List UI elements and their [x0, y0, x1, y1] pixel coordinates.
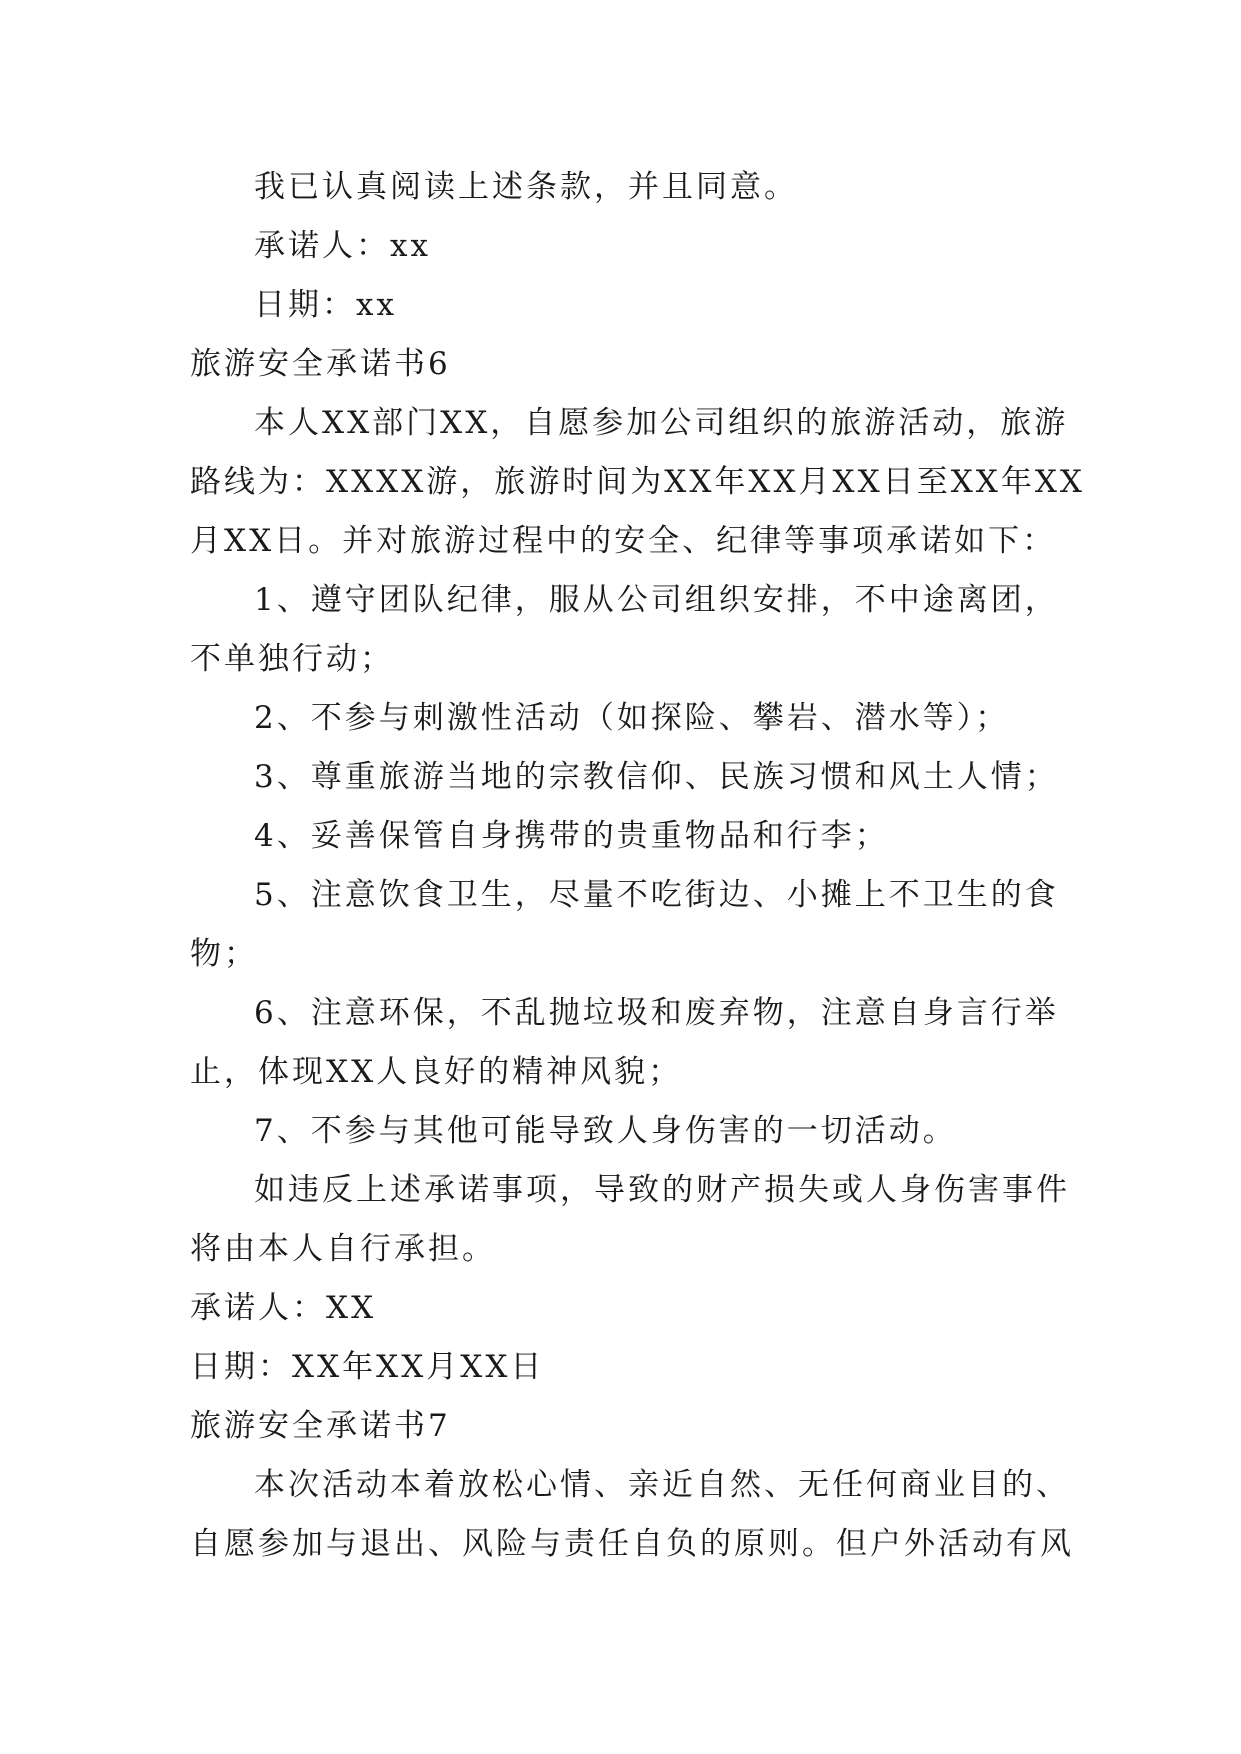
text-line: 路线为：XXXX游，旅游时间为XX年XX月XX日至XX年XX — [190, 464, 1085, 500]
text-line: 本次活动本着放松心情、亲近自然、无任何商业目的、 — [254, 1467, 1070, 1503]
text-line: 如违反上述承诺事项，导致的财产损失或人身伤害事件 — [254, 1172, 1070, 1208]
text-line: 止，体现XX人良好的精神风貌； — [190, 1054, 683, 1090]
text-line: 物； — [190, 936, 258, 972]
list-item: 1、遵守团队纪律，服从公司组织安排，不中途离团， — [254, 582, 1059, 618]
list-item: 5、注意饮食卫生，尽量不吃街边、小摊上不卫生的食 — [254, 877, 1059, 913]
document-body — [190, 158, 1085, 1574]
text-line: 日期：xx — [254, 287, 397, 323]
text-line: 我已认真阅读上述条款，并且同意。 — [254, 169, 798, 205]
list-item: 3、尊重旅游当地的宗教信仰、民族习惯和风土人情； — [254, 759, 1059, 795]
list-item: 7、不参与其他可能导致人身伤害的一切活动。 — [254, 1113, 957, 1149]
date-line: 日期：XX年XX月XX日 — [190, 1349, 545, 1385]
list-item: 6、注意环保，不乱抛垃圾和废弃物，注意自身言行举 — [254, 995, 1059, 1031]
list-item: 2、不参与刺激性活动（如探险、攀岩、潜水等）； — [254, 700, 1010, 736]
text-line: 本人XX部门XX，自愿参加公司组织的旅游活动，旅游 — [254, 405, 1069, 441]
section-heading: 旅游安全承诺书6 — [190, 346, 451, 382]
list-item: 4、妥善保管自身携带的贵重物品和行李； — [254, 818, 889, 854]
text-line: 月XX日。并对旅游过程中的安全、纪律等事项承诺如下： — [190, 523, 1057, 559]
section-heading: 旅游安全承诺书7 — [190, 1408, 451, 1444]
text-line: 自愿参加与退出、风险与责任自负的原则。但户外活动有风 — [190, 1526, 1074, 1562]
signature-line: 承诺人：XX — [190, 1290, 377, 1326]
text-line: 不单独行动； — [190, 641, 394, 677]
text-line: 承诺人：xx — [254, 228, 431, 264]
text-line: 将由本人自行承担。 — [190, 1231, 496, 1267]
